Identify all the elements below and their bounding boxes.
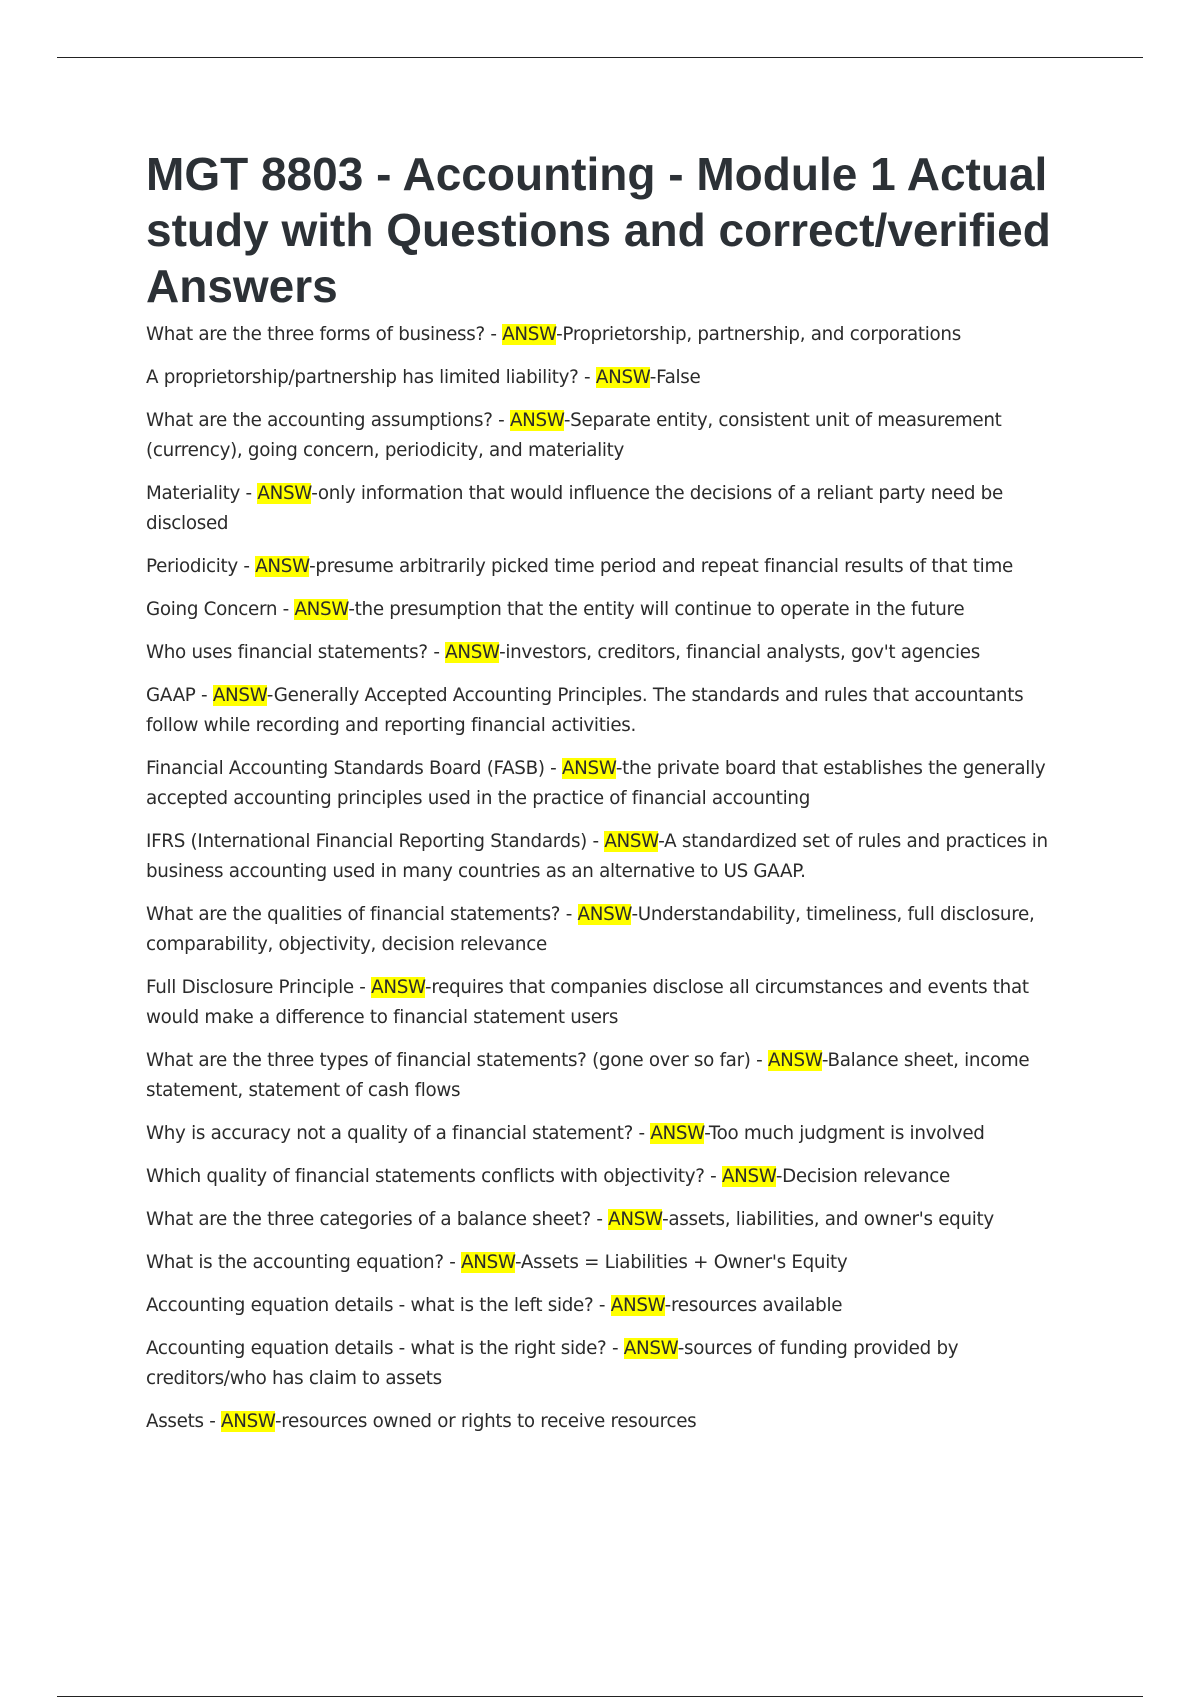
question-text: What are the three categories of a balance sheet? -: [146, 1209, 609, 1230]
answer-text: -Too much judgment is involved: [704, 1123, 985, 1144]
answer-text: -sources of funding provided by creditors/who has claim to assets: [146, 1338, 959, 1389]
question-text: Assets -: [146, 1411, 222, 1432]
answer-marker: ANSW: [502, 324, 557, 345]
qa-item: [146, 363, 1066, 393]
question-text: What are the three forms of business? -: [146, 324, 503, 345]
answer-text: -resources owned or rights to receive resources: [274, 1411, 697, 1432]
answer-marker: ANSW: [221, 1411, 275, 1432]
answer-marker: ANSW: [608, 1209, 663, 1230]
answer-marker: ANSW: [371, 977, 426, 998]
question-text: IFRS (International Financial Reporting Standards) -: [146, 831, 605, 852]
top-rule: [57, 57, 1143, 58]
qa-item: [146, 595, 1066, 625]
answer-marker: ANSW: [257, 483, 312, 504]
answer-text: -Generally Accepted Accounting Principles. The standards and rules that accountants follow while recording and reporting financial activities.: [146, 685, 1024, 736]
qa-item: [146, 827, 1066, 887]
qa-item: [146, 1046, 1066, 1106]
qa-item: [146, 681, 1066, 741]
qa-item: [146, 552, 1066, 582]
qa-item: [146, 973, 1066, 1033]
answer-marker: ANSW: [255, 556, 310, 577]
qa-item: [146, 754, 1066, 814]
question-text: GAAP -: [146, 685, 213, 706]
question-text: What are the accounting assumptions? -: [146, 410, 510, 431]
qa-item: [146, 1205, 1066, 1235]
answer-text: -the presumption that the entity will continue to operate in the future: [348, 599, 965, 620]
question-text: Why is accuracy not a quality of a financial statement? -: [146, 1123, 651, 1144]
question-text: Materiality -: [146, 483, 258, 504]
answer-text: -Assets = Liabilities + Owner's Equity: [515, 1252, 848, 1273]
question-text: What are the qualities of financial statements? -: [146, 904, 578, 925]
qa-item: [146, 1407, 1066, 1437]
answer-marker: ANSW: [623, 1338, 678, 1359]
question-text: What are the three types of financial statements? (gone over so far) -: [146, 1050, 768, 1071]
question-text: Financial Accounting Standards Board (FASB) -: [146, 758, 562, 779]
answer-marker: ANSW: [721, 1166, 776, 1187]
answer-marker: ANSW: [212, 685, 267, 706]
answer-marker: ANSW: [509, 410, 564, 431]
answer-marker: ANSW: [595, 367, 650, 388]
question-text: Going Concern -: [146, 599, 295, 620]
qa-item: [146, 1162, 1066, 1192]
answer-text: -Decision relevance: [775, 1166, 950, 1187]
answer-text: -resources available: [664, 1295, 843, 1316]
answer-text: -Proprietorship, partnership, and corporations: [556, 324, 961, 345]
qa-item: [146, 1334, 1066, 1394]
answer-text: -Understandability, timeliness, full disclosure, comparability, objectivity, decision relevance: [146, 904, 1035, 955]
question-text: Who uses financial statements? -: [146, 642, 446, 663]
answer-marker: ANSW: [650, 1123, 705, 1144]
answer-text: -Balance sheet, income statement, statement of cash flows: [146, 1050, 1030, 1101]
answer-marker: ANSW: [767, 1050, 822, 1071]
page-title: MGT 8803 - Accounting - Module 1 Actual study with Questions and correct/verified Answers: [146, 148, 1051, 312]
question-text: Full Disclosure Principle -: [146, 977, 372, 998]
answer-text: -False: [649, 367, 701, 388]
answer-text: -A standardized set of rules and practices in business accounting used in many countries as an alternative to US GAAP.: [146, 831, 1048, 882]
qa-item: [146, 1291, 1066, 1321]
answer-marker: ANSW: [461, 1252, 515, 1273]
answer-marker: ANSW: [604, 831, 659, 852]
answer-text: -the private board that establishes the generally accepted accounting principles used in the practice of financial accounting: [146, 758, 1046, 809]
answer-marker: ANSW: [445, 642, 500, 663]
question-text: What is the accounting equation? -: [146, 1252, 462, 1273]
qa-item: [146, 1248, 1066, 1278]
qa-list: [146, 320, 1066, 1437]
qa-item: [146, 479, 1066, 539]
answer-marker: ANSW: [610, 1295, 665, 1316]
qa-item: [146, 900, 1066, 960]
bottom-rule: [57, 1696, 1143, 1697]
answer-text: -requires that companies disclose all circumstances and events that would make a difference to financial statement users: [146, 977, 1029, 1028]
answer-text: -assets, liabilities, and owner's equity: [662, 1209, 994, 1230]
question-text: Which quality of financial statements conflicts with objectivity? -: [146, 1166, 722, 1187]
question-text: Accounting equation details - what is the right side? -: [146, 1338, 624, 1359]
answer-marker: ANSW: [561, 758, 616, 779]
qa-item: [146, 638, 1066, 668]
answer-text: -only information that would influence the decisions of a reliant party need be disclosed: [146, 483, 1003, 534]
answer-text: -Separate entity, consistent unit of measurement (currency), going concern, periodicity, and materiality: [146, 410, 1002, 461]
qa-item: [146, 1119, 1066, 1149]
question-text: A proprietorship/partnership has limited liability? -: [146, 367, 596, 388]
qa-item: [146, 320, 1066, 350]
question-text: Periodicity -: [146, 556, 256, 577]
answer-marker: ANSW: [294, 599, 349, 620]
answer-text: -investors, creditors, financial analysts, gov't agencies: [499, 642, 980, 663]
question-text: Accounting equation details - what is the left side? -: [146, 1295, 611, 1316]
document-body: [146, 146, 1066, 1450]
answer-marker: ANSW: [577, 904, 632, 925]
qa-item: [146, 406, 1066, 466]
answer-text: -presume arbitrarily picked time period and repeat financial results of that time: [309, 556, 1013, 577]
